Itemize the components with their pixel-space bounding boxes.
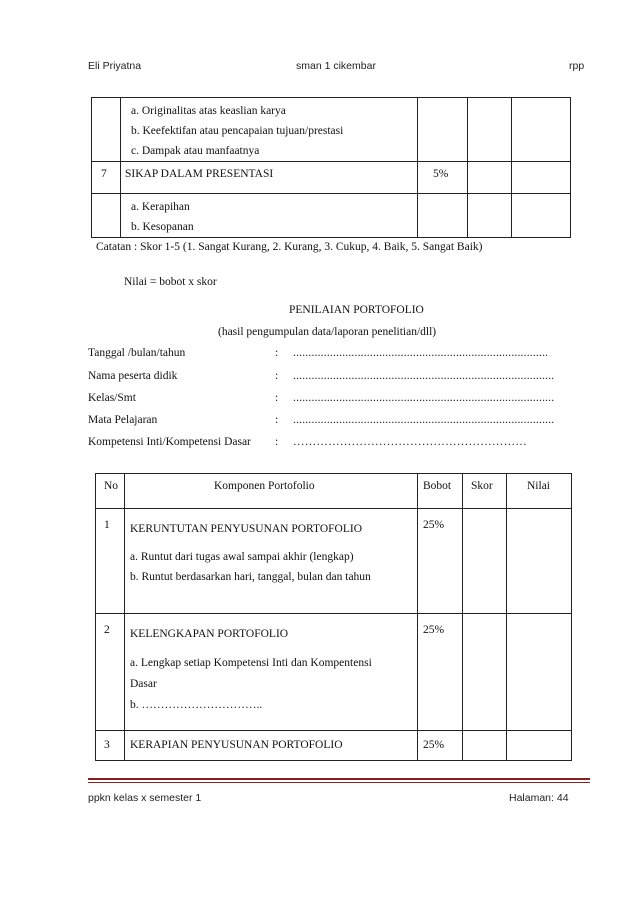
row-skor xyxy=(468,162,512,194)
section-subtitle: (hasil pengumpulan data/laporan penelitian/dll) xyxy=(218,326,437,338)
table-row xyxy=(96,509,572,614)
header-no: No xyxy=(96,474,125,509)
form-colon: : xyxy=(275,436,279,448)
row-skor xyxy=(463,614,507,731)
header-skor: Skor xyxy=(463,474,507,509)
row-criteria: SIKAP DALAM PRESENTASI xyxy=(121,162,418,194)
portfolio-table xyxy=(95,473,572,761)
form-row-competency xyxy=(88,436,588,454)
assessment-table-continued xyxy=(91,97,571,238)
footer-rule xyxy=(88,778,590,780)
table-header-row xyxy=(96,474,572,509)
form-colon: : xyxy=(275,392,279,404)
form-dotted-field[interactable]: ..................................................................................... xyxy=(293,414,555,426)
footer-left: ppkn kelas x semester 1 xyxy=(88,792,202,804)
row-bobot xyxy=(418,194,468,238)
component-item: Dasar xyxy=(130,678,157,690)
row-skor xyxy=(463,509,507,614)
row-skor xyxy=(468,98,512,162)
section-title: PENILAIAN PORTOFOLIO xyxy=(289,304,424,316)
header-nilai: Nilai xyxy=(507,474,572,509)
form-colon: : xyxy=(275,414,279,426)
table-row xyxy=(96,731,572,761)
form-dotted-field[interactable]: ..................................................................................... xyxy=(293,370,555,382)
header-komponen: Komponen Portofolio xyxy=(125,474,418,509)
table-row xyxy=(96,614,572,731)
row-component xyxy=(125,614,418,731)
row-nilai xyxy=(512,194,571,238)
row-number: 3 xyxy=(96,731,125,761)
row-nilai xyxy=(507,731,572,761)
header-author: Eli Priyatna xyxy=(88,60,142,72)
table-row xyxy=(92,194,571,238)
criteria-item: b. Keefektifan atau pencapaian tujuan/prestasi xyxy=(131,125,344,137)
form-label: Kompetensi Inti/Kompetensi Dasar xyxy=(88,436,251,448)
form-label: Kelas/Smt xyxy=(88,392,136,404)
header-bobot: Bobot xyxy=(418,474,463,509)
row-number: 7 xyxy=(92,162,121,194)
form-row-class xyxy=(88,392,588,410)
score-formula: Nilai = bobot x skor xyxy=(124,276,217,288)
criteria-item: b. Kesopanan xyxy=(131,221,194,233)
form-colon: : xyxy=(275,347,279,359)
component-item: b. Runtut berdasarkan hari, tanggal, bulan dan tahun xyxy=(130,571,371,583)
header-school: sman 1 cikembar xyxy=(296,60,376,72)
row-bobot: 25% xyxy=(418,731,463,761)
component-item: a. Runtut dari tugas awal sampai akhir (lengkap) xyxy=(130,551,354,563)
criteria-item: a. Kerapihan xyxy=(131,201,190,213)
row-bobot: 25% xyxy=(418,614,463,731)
form-colon: : xyxy=(275,370,279,382)
row-bobot: 5% xyxy=(418,162,468,194)
row-nilai xyxy=(507,614,572,731)
row-nilai xyxy=(512,162,571,194)
form-row-student-name xyxy=(88,370,588,388)
table-row xyxy=(92,98,571,162)
footer-rule-thin xyxy=(88,782,590,783)
row-component: KERAPIAN PENYUSUNAN PORTOFOLIO xyxy=(125,731,418,761)
score-note: Catatan : Skor 1-5 (1. Sangat Kurang, 2. Kurang, 3. Cukup, 4. Baik, 5. Sangat Baik) xyxy=(96,241,483,253)
row-number: 2 xyxy=(96,614,125,731)
row-nilai xyxy=(507,509,572,614)
component-title: KELENGKAPAN PORTOFOLIO xyxy=(130,628,289,640)
row-number: 1 xyxy=(96,509,125,614)
component-item: a. Lengkap setiap Kompetensi Inti dan Kompentensi xyxy=(130,657,372,669)
form-dotted-field[interactable]: ..................................................................................... xyxy=(293,392,555,404)
row-nilai xyxy=(512,98,571,162)
row-skor xyxy=(463,731,507,761)
row-number xyxy=(92,194,121,238)
form-label: Mata Pelajaran xyxy=(88,414,158,426)
form-label: Nama peserta didik xyxy=(88,370,178,382)
row-bobot xyxy=(418,98,468,162)
row-number xyxy=(92,98,121,162)
criteria-item: c. Dampak atau manfaatnya xyxy=(131,145,260,157)
row-criteria xyxy=(121,194,418,238)
table-row xyxy=(92,162,571,194)
form-row-date xyxy=(88,347,588,365)
form-row-subject xyxy=(88,414,588,432)
footer-page-number: Halaman: 44 xyxy=(509,792,569,804)
row-criteria xyxy=(121,98,418,162)
row-bobot: 25% xyxy=(418,509,463,614)
criteria-item: a. Originalitas atas keaslian karya xyxy=(131,105,286,117)
component-item: b. ………………………….. xyxy=(130,699,263,711)
component-title: KERUNTUTAN PENYUSUNAN PORTOFOLIO xyxy=(130,523,363,535)
form-dotted-field[interactable]: ................................................................................... xyxy=(293,347,549,359)
row-component xyxy=(125,509,418,614)
row-skor xyxy=(468,194,512,238)
form-label: Tanggal /bulan/tahun xyxy=(88,347,186,359)
form-dotted-field[interactable]: …………………………………………………… xyxy=(293,436,527,448)
header-doc-type: rpp xyxy=(569,60,585,72)
